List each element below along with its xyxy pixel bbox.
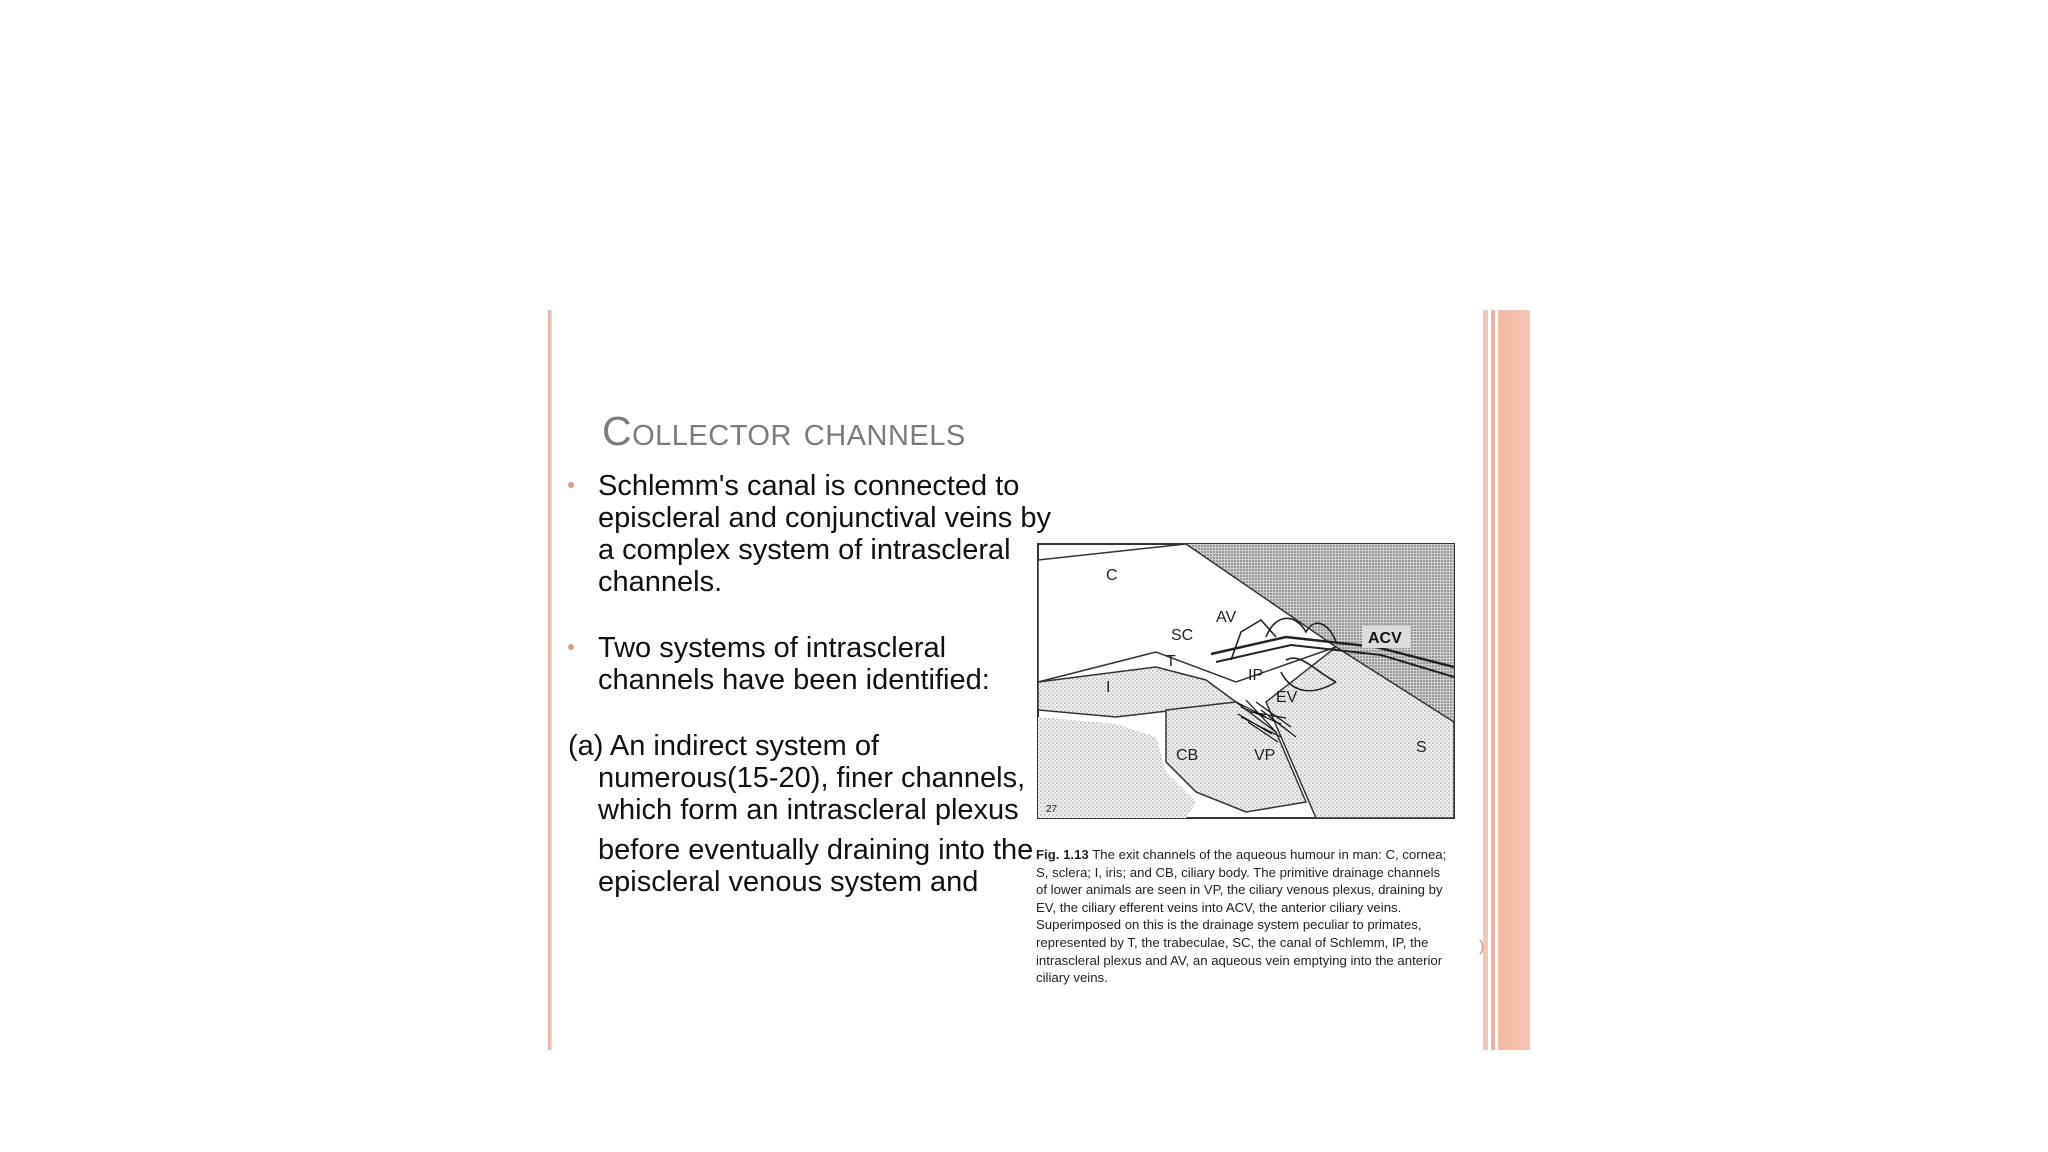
bullet-dot-icon bbox=[568, 482, 574, 488]
bullet-text: Two systems of intrascleral channels have been identified: bbox=[598, 632, 990, 696]
paragraph-b: before eventually draining into the episcleral venous system and bbox=[598, 834, 1034, 898]
left-accent-rule bbox=[548, 310, 552, 1050]
svg-text:I: I bbox=[1106, 679, 1111, 696]
bullet-dot-icon bbox=[568, 644, 574, 650]
svg-text:C: C bbox=[1106, 567, 1118, 584]
slide-title: Collector channels bbox=[602, 408, 966, 454]
page-mark: ) bbox=[1479, 938, 1485, 955]
paragraph-a-lead: (a) An indirect system of bbox=[568, 730, 880, 762]
figure-caption-text: The exit channels of the aqueous humour in man: C, cornea; S, sclera; I, iris; and CB, ciliary body. The primitive drainage channels of lower animals are seen in VP, the ciliary venous plexus, draining by EV, the ciliary efferent veins into ACV, the anterior ciliary veins. Superimposed on this is the drainage system peculiar to primates, represented by T, the trabeculae, SC, the canal of Schlemm, IP, the intrascleral plexus and AV, an aqueous vein emptying into the anterior ciliary veins. bbox=[1036, 847, 1447, 986]
slide-body bbox=[568, 470, 1068, 898]
bullet-item bbox=[568, 470, 1068, 598]
svg-text:VP: VP bbox=[1254, 747, 1276, 764]
figure-caption bbox=[1036, 846, 1451, 987]
eye-drainage-diagram bbox=[1036, 542, 1456, 832]
svg-text:CB: CB bbox=[1176, 747, 1199, 764]
figure-caption-number: Fig. 1.13 bbox=[1036, 847, 1089, 862]
svg-text:SC: SC bbox=[1171, 627, 1194, 644]
figure bbox=[1036, 542, 1456, 987]
slide bbox=[548, 310, 1530, 1050]
bullet-item bbox=[568, 632, 1068, 696]
svg-text:ACV: ACV bbox=[1368, 630, 1402, 647]
paragraph-a-rest: numerous(15-20), finer channels, which form an intrascleral plexus bbox=[598, 762, 1026, 826]
svg-text:T: T bbox=[1166, 653, 1176, 670]
svg-text:IP: IP bbox=[1248, 667, 1264, 684]
paragraph-a bbox=[568, 730, 1068, 826]
svg-text:AV: AV bbox=[1216, 609, 1237, 626]
svg-text:S: S bbox=[1416, 739, 1427, 756]
right-accent-band bbox=[1483, 310, 1530, 1050]
svg-text:27: 27 bbox=[1046, 804, 1058, 815]
bullet-text: Schlemm's canal is connected to episcleral and conjunctival veins by a complex system of intrascleral channels. bbox=[598, 470, 1051, 598]
svg-text:EV: EV bbox=[1276, 689, 1298, 706]
